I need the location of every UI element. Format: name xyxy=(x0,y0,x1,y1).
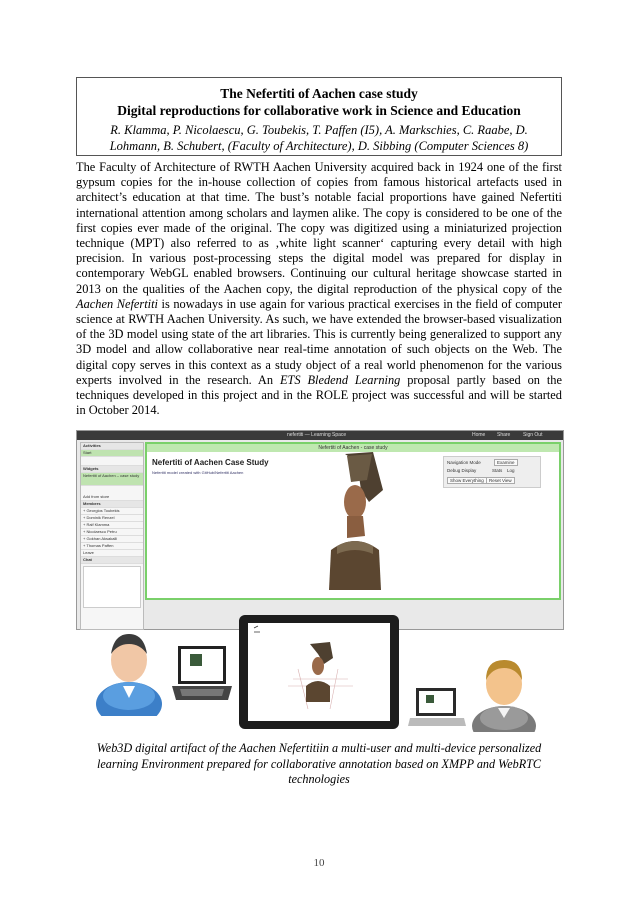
sidebar-widgets: Widgets xyxy=(81,466,143,473)
figure xyxy=(76,430,564,732)
page-number: 10 xyxy=(313,857,325,869)
show-everything-button: Show Everything xyxy=(447,477,487,484)
nav-mode-select: Examine xyxy=(494,459,518,466)
caption-line-3: technologies xyxy=(288,772,350,786)
body-text-part-1: The Faculty of Architecture of RWTH Aachen University acquired back in 1924 one of the first gypsum copies for the in-house collection of copies from famous historical artefacts used in architect’s education at that time. The bust’s notable facial proportions have gained Nefertiti international attention among scholars and laymen alike. The copy is considered to be one of the first copies ever made of the original. The copy was digitized using a miniaturized projection technique (MPT) also referred to as ‚white light scanner‘ capturing every detail with high precision. In various post-processing steps the digital model was prepared for display in contemporary WebGL enabled browsers. Continuing our cultural heritage showcase started in 2013 on the qualities of the Aachen copy, the digital reproduction of the physical copy of the xyxy=(76,160,562,296)
sign-out-link: Sign Out xyxy=(523,432,543,438)
sidebar-spacer xyxy=(81,457,143,466)
nefertiti-bust-image xyxy=(317,450,397,595)
body-italic-aachen-nefertiti: Aachen Nefertiti xyxy=(76,296,158,311)
sidebar-member: + Nicolaescu Petru xyxy=(81,529,143,536)
screenshot-topbar xyxy=(77,431,563,440)
sidebar-chat: Chat xyxy=(81,557,143,564)
tablet-icon xyxy=(238,614,400,730)
sidebar-member: + Dominik Renzel xyxy=(81,515,143,522)
reset-view-button: Reset View xyxy=(486,477,515,484)
laptop-icon-small xyxy=(408,686,468,728)
share-link: Share xyxy=(497,432,511,438)
figure-screenshot xyxy=(76,430,564,630)
laptop-icon xyxy=(170,640,234,704)
sidebar-member: + Thomas Paffen xyxy=(81,543,143,550)
screenshot-sidebar xyxy=(80,442,144,630)
screenshot-main-panel xyxy=(145,442,561,600)
chat-box xyxy=(83,566,141,608)
sidebar-member: + Ralf Klamma xyxy=(81,522,143,529)
figure-caption xyxy=(78,741,560,788)
panel-title: Nefertiti of Aachen - case study xyxy=(147,444,559,452)
sidebar-leave: Leave xyxy=(81,550,143,557)
sidebar-member: + Gokhan Aksakalli xyxy=(81,536,143,543)
authors-line-1: R. Klamma, P. Nicolaescu, G. Toubekis, T. Paffen (I5), A. Markschies, C. Raabe, D. xyxy=(110,123,528,137)
case-study-title: Nefertiti of Aachen Case Study xyxy=(152,458,269,467)
debug-log-button: Log xyxy=(507,468,515,473)
document-subtitle: Digital reproductions for collaborative work in Science and Education xyxy=(117,103,521,118)
sidebar-add-from-store: Add from store xyxy=(81,494,143,501)
sidebar-start: Start xyxy=(81,450,143,457)
sidebar-activities: Activities xyxy=(81,443,143,450)
window-title: nefertiti — Learning Space xyxy=(287,432,347,438)
body-text-part-3: proposal partly based on the techniques developed in this project and in the ROLE project was successful and will be started in October 2014. xyxy=(76,372,562,418)
body-text-part-2: is nowadays in use again for various practical exercises in the field of computer science at RWTH Aachen University. As such, we have extended the browser-based visualization of the 3D model using state of the art libraries. This is currently being generalized to support any 3D model and allow collaborative near real-time annotation of such objects on the Web. The digital copy serves in this context as a study object of a real world phenomenon for the various experts involved in the research. An xyxy=(76,296,562,387)
document-title: The Nefertiti of Aachen case study xyxy=(220,86,418,101)
debug-display-label: Debug Display xyxy=(447,468,477,473)
nav-mode-label: Navigation Mode xyxy=(447,460,481,465)
sidebar-widget-item: Nefertiti of Aachen – case study xyxy=(81,473,143,486)
debug-stats-button: Stats xyxy=(492,468,503,473)
home-link: Home xyxy=(472,432,486,438)
caption-line-1: Web3D digital artifact of the Aachen Nefertitiin a multi-user and multi-device personalized xyxy=(96,741,542,755)
user-avatar-icon xyxy=(94,626,164,716)
user-avatar-icon-2 xyxy=(468,652,540,732)
sidebar-members: Members xyxy=(81,501,143,508)
body-italic-ets-learning: ETS Bledend Learning xyxy=(279,372,401,387)
authors-line-2: Lohmann, B. Schubert, (Faculty of Architecture), D. Sibbing (Computer Sciences 8) xyxy=(109,139,529,153)
sidebar-member: + Georgios Toubekis xyxy=(81,508,143,515)
navigation-controls xyxy=(443,456,541,488)
title-box xyxy=(76,77,562,156)
caption-line-2: learning Environment prepared for collaborative annotation based on XMPP and WebRTC xyxy=(96,756,542,771)
body-paragraph xyxy=(76,160,562,418)
case-study-subtitle: Nefertiti model created with GitHub/Nefertiti Aachen xyxy=(152,470,244,475)
